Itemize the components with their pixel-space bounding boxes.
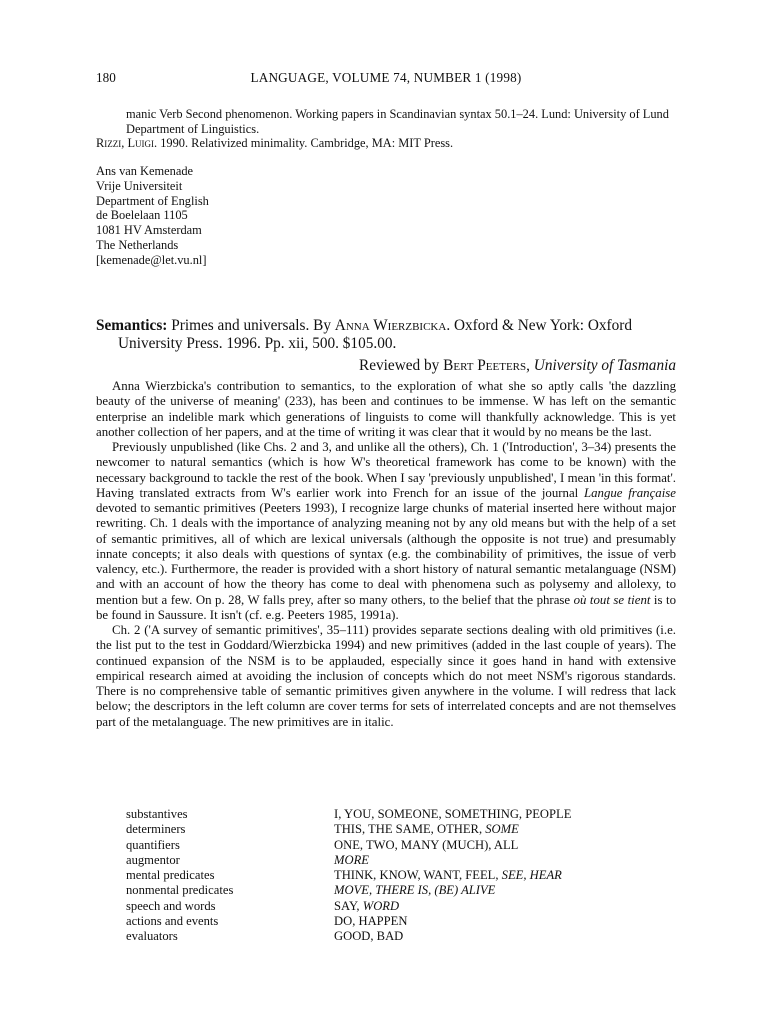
primitive-items — [334, 929, 403, 944]
primitive-category: nonmental predicates — [126, 883, 234, 898]
primitive-items — [334, 914, 407, 929]
reviewer-name: Bert Peeters — [443, 357, 527, 374]
primitive-items — [334, 868, 562, 883]
primitives-row — [126, 838, 676, 853]
primitives-row — [126, 853, 676, 868]
primitive-items — [334, 807, 571, 822]
primitive-category: actions and events — [126, 914, 219, 929]
page-header — [96, 70, 676, 90]
primitives-row — [126, 822, 676, 837]
old-primitives: GOOD, BAD — [334, 929, 404, 944]
reference-author: Rizzi, Luigi. — [96, 136, 158, 151]
reviewed-by-label: Reviewed by — [359, 357, 444, 374]
primitives-row — [126, 868, 676, 883]
primitive-category: evaluators — [126, 929, 178, 944]
primitive-category: substantives — [126, 807, 188, 821]
french-phrase: où tout se tient — [573, 592, 651, 607]
review-publication: . Oxford & New York: Oxford University Press. 1996. Pp. xii, 500. $105.00. — [118, 317, 633, 352]
new-primitives: SEE, HEAR — [501, 868, 562, 883]
primitive-category: augmentor — [126, 852, 180, 867]
review-book-author: Anna Wierzbicka — [334, 317, 447, 334]
page-number: 180 — [96, 70, 116, 85]
primitives-row — [126, 914, 676, 929]
primitive-category: speech and words — [126, 898, 216, 913]
reference-continuation: manic Verb Second phenomenon. Working papers in Scandinavian syntax 50.1–24. Lund: University of Lund Department of Linguistics. — [126, 107, 669, 136]
reference-rizzi — [96, 136, 676, 151]
review-title-text: Primes and universals. By — [167, 317, 335, 334]
primitives-row — [126, 899, 676, 914]
old-primitives: DO, HAPPEN — [334, 914, 408, 929]
reviewer-separator: , — [526, 357, 534, 374]
primitive-category: determiners — [126, 822, 186, 837]
new-primitives: WORD — [362, 898, 400, 913]
review-title-bold: Semantics: — [96, 317, 168, 334]
primitive-category: quantifiers — [126, 837, 180, 852]
review-body — [96, 379, 676, 730]
address-line: Ans van Kemenade — [96, 164, 194, 178]
old-primitives: THIS, THE SAME, OTHER, — [334, 822, 486, 837]
old-primitives: ONE, TWO, MANY (MUCH), ALL — [334, 837, 519, 852]
paragraph-2-text-a: Previously unpublished (like Chs. 2 and 3, and unlike all the others), Ch. 1 ('Introduction', 3–34) presents the newcomer to natural semantics (which is how W's theoretical framework has come to be known) with the necessary background to tackle the rest of the book. When I say 'previously unpublished', I mean 'in this format'. Having translated extracts from W's earlier work into French for an issue of the journal — [96, 440, 676, 500]
reviewer-affiliation: University of Tasmania — [533, 357, 676, 374]
paragraph-3: Ch. 2 ('A survey of semantic primitives', 35–111) provides separate sections dealing with old primitives (i.e. the list put to the test in Goddard/Wierzbicka 1994) and new primitives (added in the last couple of years). The continued expansion of the NSM is to be applauded, especially since it goes hand in hand with extensive empirical research aimed at avoiding the inclusion of concepts which do not meet NSM's rigorous standards. There is no comprehensive table of semantic primitives given anywhere in the volume. I will redress that lack below; the descriptors in the left column are cover terms for sets of interrelated concepts and are not themselves part of the metalanguage. The new primitives are in italic. — [96, 623, 676, 729]
address-line: 1081 HV Amsterdam — [96, 223, 202, 238]
new-primitives: SOME — [485, 822, 519, 837]
primitives-table — [126, 807, 676, 945]
primitives-row — [126, 807, 676, 822]
old-primitives: I, YOU, SOMEONE, SOMETHING, PEOPLE — [334, 807, 572, 821]
new-primitives: MOVE, THERE IS, (BE) ALIVE — [334, 883, 496, 898]
primitive-items — [334, 883, 495, 898]
paragraph-1: Anna Wierzbicka's contribution to semantics, to the exploration of what she so aptly calls 'the dazzling beauty of the universe of meaning' (233), has been and continues to be immense. W has left on the semantic enterprise an indelible mark which generations of linguists to come will thankfully acknowledge. This is yet another collection of her papers, and at the time of writing it was clear that it would by no means be the last. — [96, 379, 676, 439]
address-line: The Netherlands — [96, 237, 179, 252]
old-primitives: SAY, — [334, 898, 363, 913]
review-title — [96, 317, 698, 353]
paragraph-2-text-c: is to be found in Saussure. It isn't (cf. e.g. Peeters 1985, 1991a). — [96, 592, 676, 622]
author-address — [96, 164, 209, 268]
address-email: [kemenade@let.vu.nl] — [96, 252, 207, 267]
address-line: de Boelelaan 1105 — [96, 208, 188, 223]
primitive-items — [334, 838, 518, 853]
journal-title: Langue française — [583, 485, 676, 500]
primitive-items — [334, 899, 399, 914]
primitive-items — [334, 822, 519, 837]
paragraph-2-text-b: devoted to semantic primitives (Peeters 1993), I recognize large chunks of material inserted here without major rewriting. Ch. 1 deals with the importance of analyzing meaning not by any old means but with the help of a set of semantic primitives, all of which are lexical universals (although the opposite is not true) and presumably innate concepts; it also deals with questions of syntax (e.g. the combinability of primitives, the issue of verb valency, etc.). Furthermore, the reader is provided with a short history of natural semantic metalanguage (NSM) and with an account of how the theory has come to deal with phenomena such as polysemy and allolexy, to mention but a few. On p. 28, W falls prey, after so many others, to the belief that the phrase — [96, 501, 676, 607]
running-title: LANGUAGE, VOLUME 74, NUMBER 1 (1998) — [250, 70, 522, 85]
old-primitives: THINK, KNOW, WANT, FEEL, — [334, 868, 502, 883]
new-primitives: MORE — [334, 852, 369, 867]
paragraph-2 — [96, 440, 676, 623]
primitive-category: mental predicates — [126, 868, 215, 883]
primitives-row — [126, 883, 676, 898]
reviewer-line — [96, 357, 676, 375]
primitives-row — [126, 929, 676, 944]
references-section — [96, 107, 676, 151]
reference-details: 1990. Relativized minimality. Cambridge, MA: MIT Press. — [157, 136, 454, 151]
address-line: Department of English — [96, 193, 209, 208]
address-line: Vrije Universiteit — [96, 178, 183, 193]
primitive-items — [334, 853, 369, 868]
